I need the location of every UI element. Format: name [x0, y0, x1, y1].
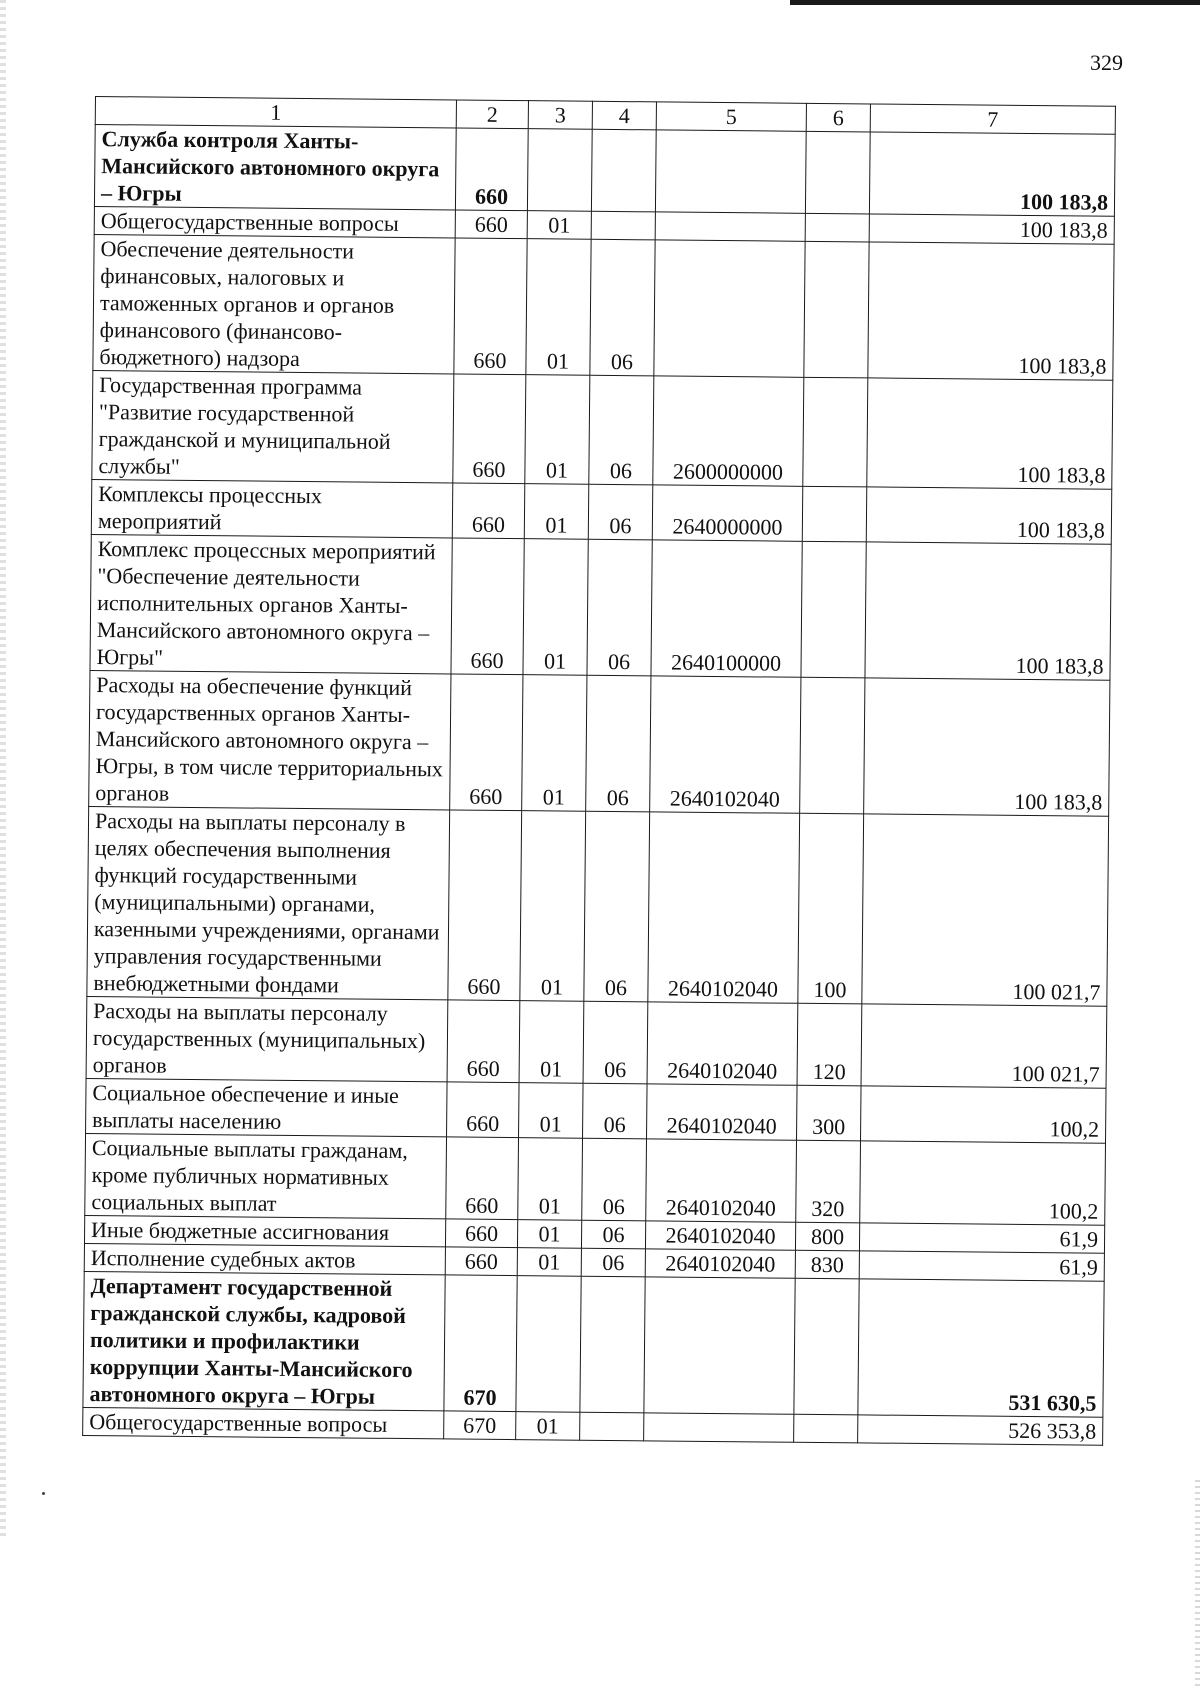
row-name-cell: Социальное обеспечение и иные выплаты населению [86, 1078, 448, 1136]
row-csr-cell [654, 240, 805, 377]
table-row [83, 1271, 1104, 1417]
row-csr-cell: 2640102040 [645, 1221, 795, 1250]
row-vr-cell: 800 [795, 1222, 859, 1251]
row-vr-cell [794, 1278, 859, 1415]
row-rz-cell: 01 [518, 1138, 583, 1221]
row-pr-cell [591, 129, 656, 212]
row-name-cell: Государственная программа "Развитие государственной гражданской и муниципальной службы" [92, 370, 454, 482]
row-vr-cell [805, 213, 869, 242]
row-name-cell: Комплексы процессных мероприятий [91, 479, 453, 537]
row-sum-cell: 61,9 [859, 1251, 1104, 1281]
row-rz-cell [516, 1276, 581, 1413]
row-pr-cell: 06 [588, 484, 653, 540]
row-csr-cell: 2640102040 [648, 812, 800, 1003]
row-sum-cell: 100 021,7 [861, 1004, 1107, 1088]
row-sum-cell: 100,2 [861, 1086, 1107, 1143]
row-vr-cell: 300 [797, 1085, 862, 1141]
row-rz-cell: 01 [525, 375, 590, 485]
row-rz-cell [527, 129, 592, 212]
row-sum-cell: 100 183,8 [869, 214, 1114, 244]
row-name-cell: Расходы на обеспечение функций государственных органов Ханты-Мансийского автономного округа – Югры, в том числе территориальных органов [89, 670, 451, 809]
table-row [94, 125, 1115, 217]
row-ved-cell: 660 [455, 128, 528, 211]
row-vr-cell [801, 541, 866, 678]
row-name-cell: Обеспечение деятельности финансовых, налоговых и таможенных органов и органов финансового (финансово-бюджетного) надзора [93, 234, 455, 373]
row-name-cell: Иные бюджетные ассигнования [84, 1215, 445, 1246]
row-csr-cell: 2640000000 [652, 485, 803, 541]
row-pr-cell: 06 [589, 375, 654, 485]
row-pr-cell: 06 [582, 1138, 647, 1221]
row-rz-cell: 01 [519, 1083, 584, 1139]
column-header: 2 [456, 100, 528, 129]
table-row [89, 670, 1110, 816]
row-pr-cell [580, 1276, 645, 1413]
row-rz-cell: 01 [517, 1248, 581, 1277]
row-rz-cell: 01 [527, 211, 591, 240]
row-rz-cell: 01 [520, 811, 586, 1002]
row-rz-cell: 01 [522, 675, 587, 812]
column-header: 1 [95, 97, 456, 128]
row-sum-cell: 100 021,7 [862, 814, 1109, 1006]
table-row [86, 1078, 1106, 1143]
row-ved-cell: 660 [455, 210, 527, 239]
column-header: 6 [806, 103, 870, 132]
row-pr-cell: 06 [583, 1001, 648, 1084]
row-ved-cell: 660 [452, 483, 525, 539]
row-sum-cell: 100 183,8 [869, 132, 1115, 216]
scan-edge-left [0, 0, 6, 1540]
row-sum-cell: 100,2 [860, 1141, 1106, 1225]
row-vr-cell [802, 486, 867, 542]
row-name-cell: Общегосударственные вопросы [83, 1407, 444, 1438]
column-header: 5 [656, 102, 806, 131]
row-csr-cell: 2640102040 [645, 1249, 795, 1278]
row-name-cell: Социальные выплаты гражданам, кроме публичных нормативных социальных выплат [85, 1133, 447, 1218]
row-ved-cell: 670 [444, 1275, 517, 1412]
row-name-cell: Расходы на выплаты персоналу в целях обеспечения выполнения функций государственными (муниципальными) органами, казенными учреждениями, органами управления государственными внебюджетными фондами [87, 806, 450, 999]
row-pr-cell: 06 [581, 1248, 645, 1277]
row-name-cell: Исполнение судебных актов [84, 1243, 445, 1274]
row-pr-cell: 06 [587, 539, 652, 676]
table-row [92, 370, 1113, 489]
row-name-cell: Департамент государственной гражданской службы, кадровой политики и профилактики коррупции Ханты-Мансийского автономного округа – Югры [83, 1271, 445, 1410]
row-vr-cell [805, 131, 870, 214]
row-sum-cell: 531 630,5 [858, 1279, 1104, 1417]
row-csr-cell [655, 212, 805, 241]
column-header: 3 [528, 101, 592, 130]
row-ved-cell: 660 [450, 674, 523, 811]
row-csr-cell: 2640100000 [651, 540, 802, 677]
row-csr-cell: 2640102040 [647, 1084, 798, 1140]
row-sum-cell: 61,9 [859, 1223, 1104, 1253]
row-pr-cell [580, 1412, 644, 1441]
table-row [91, 479, 1111, 544]
row-rz-cell: 01 [526, 239, 591, 376]
row-pr-cell: 06 [581, 1220, 645, 1249]
row-sum-cell: 100 183,8 [866, 487, 1112, 544]
row-ved-cell: 660 [454, 238, 527, 375]
row-rz-cell: 01 [523, 539, 588, 676]
table-row [90, 534, 1111, 680]
scan-edge-right [1195, 1480, 1200, 1686]
page-number: 329 [1090, 50, 1123, 75]
row-sum-cell: 526 353,8 [858, 1415, 1103, 1445]
row-sum-cell: 100 183,8 [865, 542, 1111, 680]
row-ved-cell: 660 [445, 1247, 517, 1276]
row-ved-cell: 660 [445, 1219, 517, 1248]
row-name-cell: Расходы на выплаты персоналу государственных (муниципальных) органов [86, 996, 448, 1081]
row-csr-cell: 2640102040 [647, 1002, 798, 1085]
row-ved-cell: 660 [447, 1082, 520, 1138]
budget-table [82, 96, 1116, 1446]
row-ved-cell: 660 [447, 1000, 520, 1083]
row-vr-cell: 320 [796, 1140, 861, 1223]
table-row [93, 234, 1114, 380]
row-csr-cell: 2640102040 [646, 1139, 797, 1222]
row-vr-cell [794, 1414, 858, 1443]
row-csr-cell: 2600000000 [653, 376, 804, 486]
row-vr-cell: 830 [795, 1250, 859, 1279]
row-pr-cell: 06 [586, 675, 651, 812]
row-vr-cell [803, 377, 868, 487]
row-csr-cell: 2640102040 [650, 676, 801, 813]
row-pr-cell: 06 [590, 239, 655, 376]
row-rz-cell: 01 [524, 484, 589, 540]
row-sum-cell: 100 183,8 [864, 678, 1110, 816]
row-csr-cell [644, 1277, 795, 1414]
row-rz-cell: 01 [516, 1412, 580, 1441]
row-vr-cell [804, 241, 869, 378]
row-rz-cell: 01 [519, 1001, 584, 1084]
column-header: 4 [592, 101, 656, 130]
row-vr-cell: 120 [797, 1003, 862, 1086]
row-vr-cell: 100 [798, 813, 864, 1004]
row-ved-cell: 670 [444, 1411, 516, 1440]
table-row [87, 806, 1109, 1006]
row-sum-cell: 100 183,8 [867, 378, 1113, 489]
row-rz-cell: 01 [517, 1220, 581, 1249]
column-header: 7 [870, 104, 1115, 134]
row-csr-cell [644, 1413, 794, 1442]
row-pr-cell: 06 [583, 1083, 648, 1139]
row-pr-cell: 06 [584, 811, 650, 1002]
row-name-cell: Комплекс процессных мероприятий "Обеспечение деятельности исполнительных органов Ханты-Мансийского автономного округа – Югры" [90, 534, 452, 673]
table-row [86, 996, 1107, 1088]
row-name-cell: Служба контроля Ханты-Мансийского автономного округа – Югры [94, 125, 456, 210]
row-ved-cell: 660 [453, 374, 526, 484]
row-csr-cell [655, 130, 806, 213]
table-row [85, 1133, 1106, 1225]
row-sum-cell: 100 183,8 [868, 242, 1114, 380]
scan-edge-top [790, 0, 1200, 5]
row-name-cell: Общегосударственные вопросы [94, 206, 455, 237]
row-pr-cell [591, 211, 655, 240]
row-ved-cell: 660 [451, 538, 524, 675]
row-vr-cell [800, 677, 865, 814]
row-ved-cell: 660 [448, 810, 522, 1001]
scan-speck [42, 1492, 45, 1495]
row-ved-cell: 660 [446, 1137, 519, 1220]
